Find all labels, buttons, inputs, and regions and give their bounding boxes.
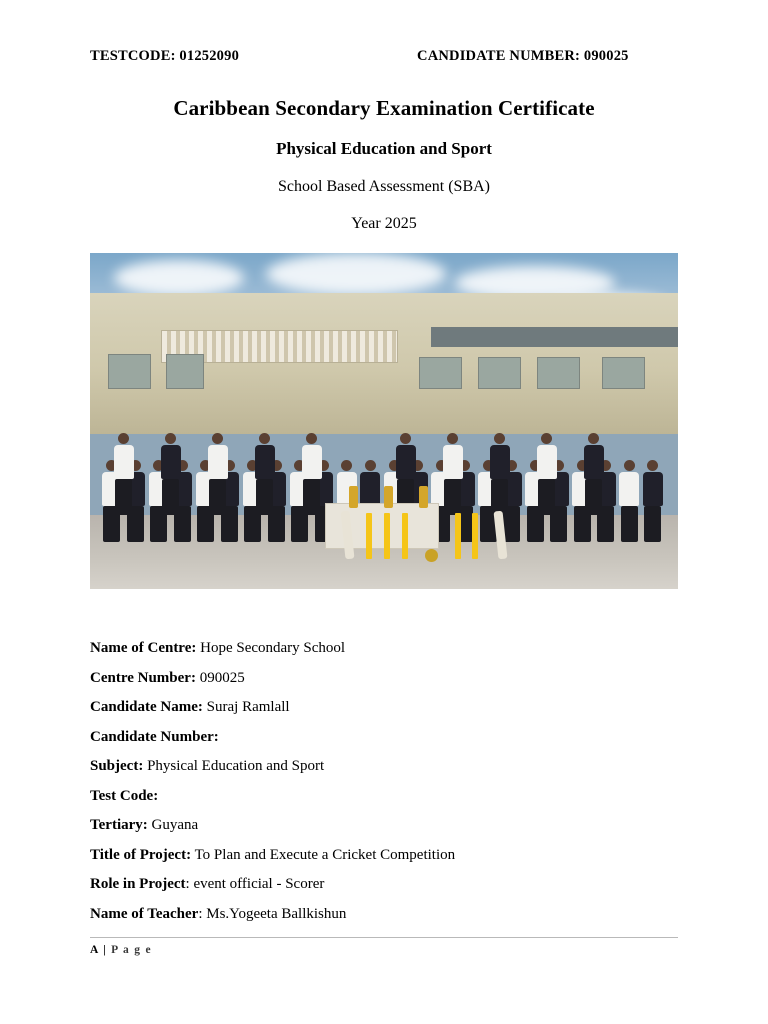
page-footer [90,937,678,956]
details-list [90,634,678,929]
photo-person [302,433,322,515]
photo-person [161,433,181,515]
detail-row-candidate-number [90,723,678,753]
photo-trophy [419,486,428,508]
detail-value: : event official - Scorer [185,876,325,892]
detail-label: Centre Number: [90,669,196,686]
detail-value: Physical Education and Sport [147,758,325,774]
cloud-shape [114,260,244,296]
detail-row-centre-number [90,664,678,694]
photo-roof-secondary [431,327,678,347]
subject-title: Physical Education and Sport [276,139,492,158]
photo-person [443,433,463,515]
detail-label: Candidate Number: [90,728,219,745]
photo-person [537,433,557,515]
year-title: Year 2025 [351,215,417,232]
photo-person [114,433,134,515]
detail-label: Name of Centre: [90,640,197,656]
document-header [90,48,678,65]
detail-row-title-of-project [90,841,678,871]
detail-value: Suraj Ramlall [206,699,290,715]
detail-row-subject [90,752,678,782]
photo-window [602,357,645,389]
detail-value: 090025 [199,669,245,686]
detail-row-tertiary [90,811,678,841]
photo-trophy [349,486,358,508]
footer-page-marker: A | [90,944,107,956]
detail-label: Test Code: [90,787,159,804]
photo-cricket-stump [455,513,461,559]
photo-window [166,354,203,390]
assessment-title: School Based Assessment (SBA) [278,178,490,195]
cloud-shape [266,253,446,295]
detail-value: To Plan and Execute a Cricket Competition [194,846,456,863]
detail-label: Name of Teacher [90,905,199,922]
photo-window [537,357,580,389]
photo-trophy [384,486,393,508]
photo-person [255,433,275,515]
detail-label: Role in Project [90,876,186,892]
footer-page-word: P a g e [111,944,152,956]
detail-row-name-of-teacher [90,900,678,930]
detail-row-role-in-project [90,870,678,900]
photo-person [619,460,639,542]
photo-person [584,433,604,515]
detail-label: Candidate Name: [90,699,203,715]
cover-photo [90,253,678,589]
photo-person [643,460,663,542]
candidate-number-label: CANDIDATE NUMBER: 090025 [417,48,629,64]
detail-label: Tertiary: [90,817,148,833]
detail-row-test-code [90,782,678,812]
photo-window [478,357,521,389]
detail-value: Hope Secondary School [200,640,346,656]
photo-person [208,433,228,515]
detail-label: Title of Project: [90,846,192,863]
photo-cricket-stump [472,513,478,559]
detail-row-candidate-name [90,693,678,723]
test-code-label: TESTCODE: 01252090 [90,48,240,64]
photo-cricket-stump [366,513,372,559]
detail-value: : Ms.Yogeeta Ballkishun [198,905,347,922]
photo-cricket-stump [384,513,390,559]
photo-window [419,357,462,389]
photo-person [490,433,510,515]
detail-row-name-of-centre [90,634,678,664]
photo-window [108,354,151,390]
page-title: Caribbean Secondary Examination Certificate [173,96,595,120]
detail-label: Subject: [90,758,144,774]
detail-value: Guyana [151,817,199,833]
photo-cricket-stump [402,513,408,559]
